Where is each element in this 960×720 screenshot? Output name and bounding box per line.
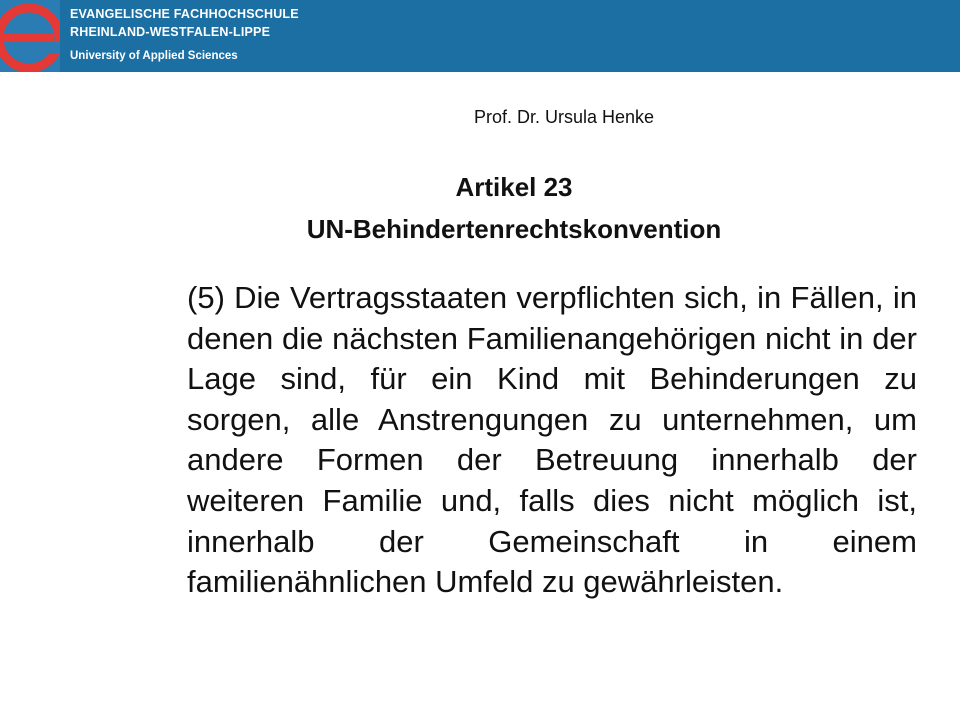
header-banner bbox=[0, 0, 960, 72]
university-logo-icon bbox=[0, 0, 60, 72]
institution-tagline: University of Applied Sciences bbox=[70, 50, 238, 62]
slide-title-article: Artikel 23 bbox=[455, 172, 573, 202]
article-paragraph: (5) Die Vertragsstaaten verpflichten sich, in Fällen, in denen die nächsten Familienangehörigen nicht in der Lage sind, für ein Kind mit Behinderungen zu sorgen, alle Anstrengungen zu unternehmen, um andere Formen der Betreuung innerhalb der weiteren Familie und, falls dies nicht möglich ist, innerhalb der Gemeinschaft in einem familienähnlichen Umfeld zu gewährleisten. bbox=[187, 280, 917, 600]
slide-title-convention: UN-Behindertenrechtskonvention bbox=[306, 214, 722, 244]
institution-name-line2: RHEINLAND-WESTFALEN-LIPPE bbox=[70, 25, 271, 39]
institution-name-line1: EVANGELISCHE FACHHOCHSCHULE bbox=[70, 7, 299, 21]
author-name: Prof. Dr. Ursula Henke bbox=[474, 107, 655, 127]
